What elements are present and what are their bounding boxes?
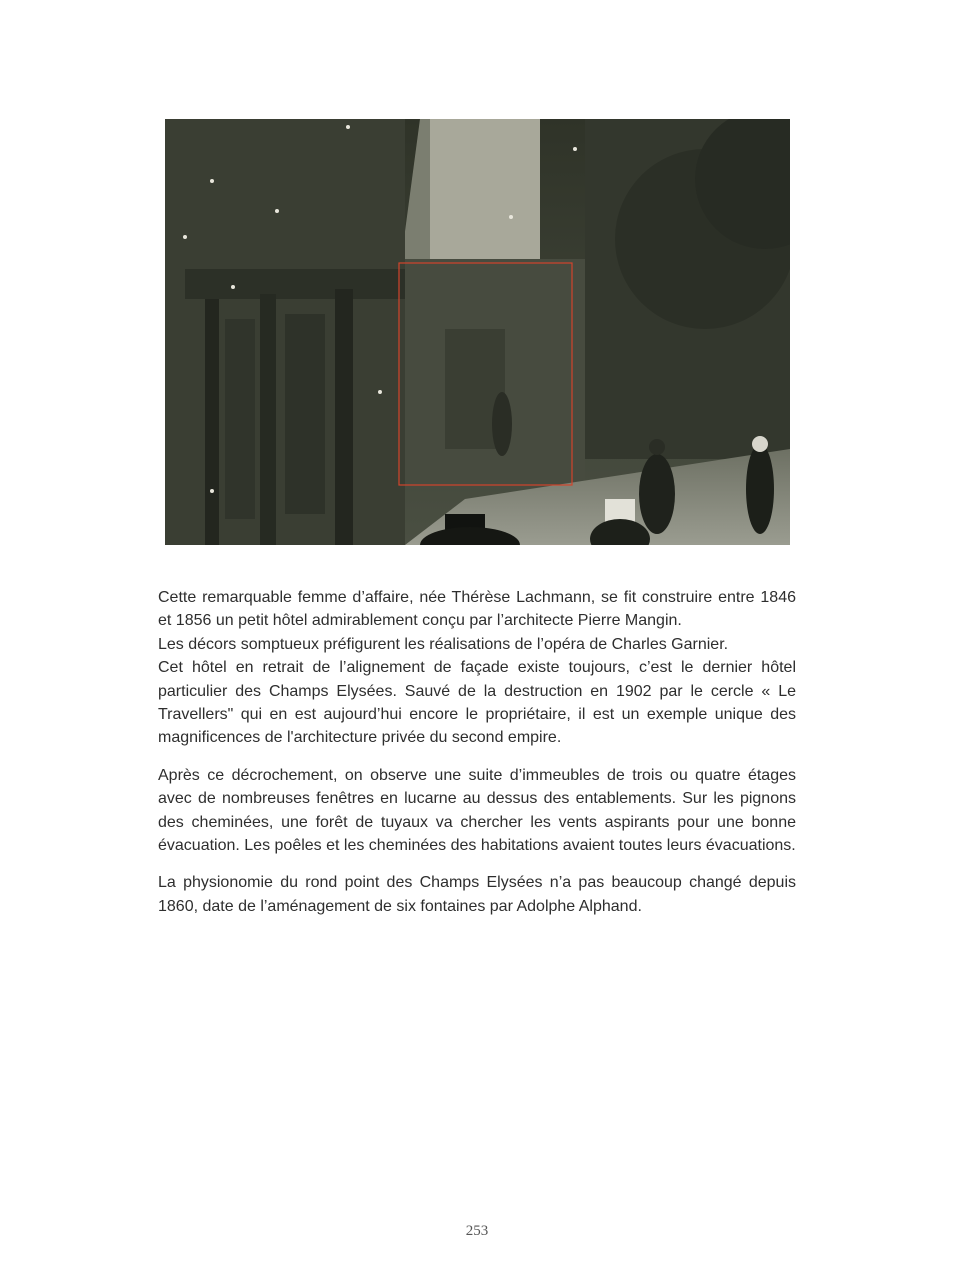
paragraph-line: La physionomie du rond point des Champs Elysées n’a pas beaucoup changé depuis 1860, date de l’aménagement de six fontaines par Adolphe Alphand. bbox=[158, 874, 796, 915]
page-number: 253 bbox=[465, 1223, 489, 1239]
paragraph-3 bbox=[158, 871, 796, 918]
distant-building bbox=[430, 119, 540, 264]
paragraph-1 bbox=[158, 586, 796, 750]
paragraph-line: Cet hôtel en retrait de l’alignement de façade existe toujours, c’est le dernier hôtel particulier des Champs Elysées. Sauvé de la destruction en 1902 par le cercle « Le Travellers" qui en est aujourd’hui encore le propriétaire, il est un exemple unique des magnificences de l'architecture privée du second empire. bbox=[158, 659, 796, 747]
historic-street-photo bbox=[165, 119, 790, 545]
paragraph-2 bbox=[158, 764, 796, 858]
body-text bbox=[158, 586, 796, 932]
photo-illustration bbox=[165, 119, 790, 545]
paragraph-line: Cette remarquable femme d’affaire, née Thérèse Lachmann, se fit construire entre 1846 et 1856 un petit hôtel admirablement conçu par l’architecte Pierre Mangin. bbox=[158, 589, 796, 630]
paragraph-line: Après ce décrochement, on observe une suite d’immeubles de trois ou quatre étages avec de nombreuses fenêtres en lucarne au dessus des entablements. Sur les pignons des cheminées, une forêt de tuyaux va chercher les vents aspirants pour une bonne évacuation. Les poêles et les cheminées des habitations avaient toutes leurs évacuations. bbox=[158, 766, 796, 855]
paragraph-line: Les décors somptueux préfigurent les réalisations de l’opéra de Charles Garnier. bbox=[158, 635, 729, 653]
